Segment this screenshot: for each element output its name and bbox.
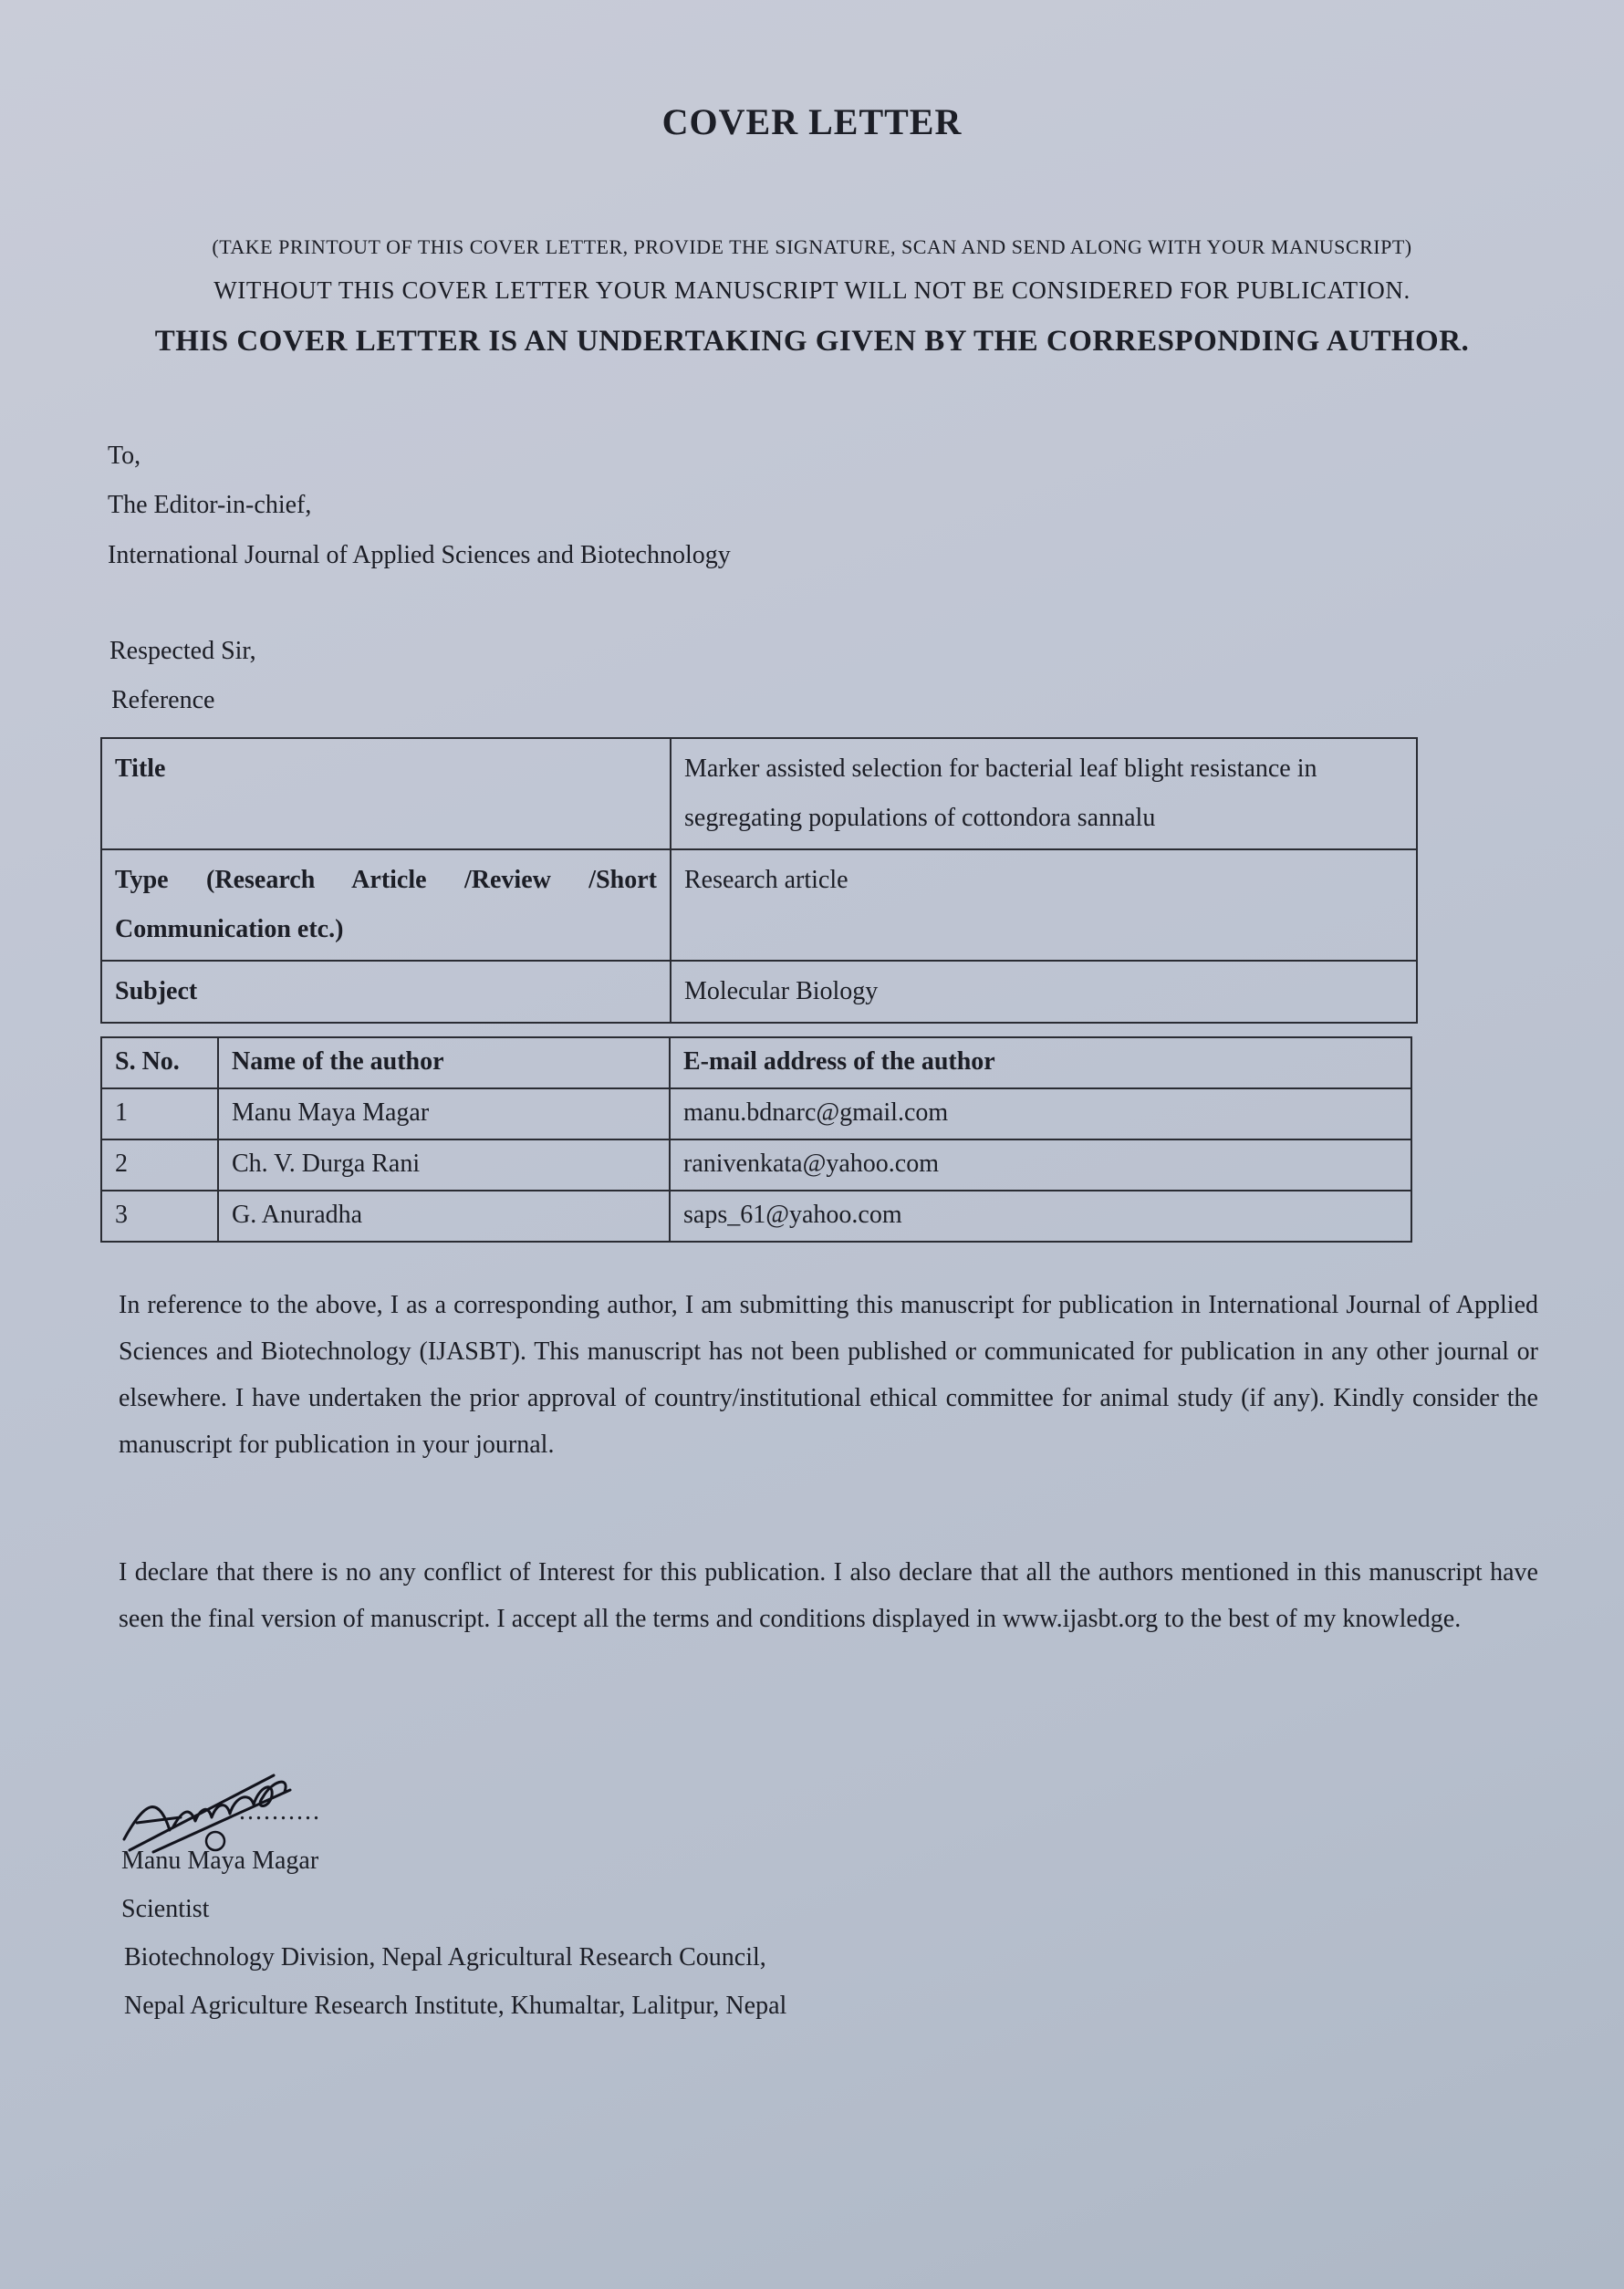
instruction-undertaking: THIS COVER LETTER IS AN UNDERTAKING GIVEN BY THE CORRESPONDING AUTHOR. — [154, 325, 1470, 358]
signatory-position: Scientist — [121, 1895, 210, 1923]
reference-row-type — [101, 849, 1417, 961]
signatory-name: Manu Maya Magar — [121, 1847, 319, 1875]
instruction-printout: (TAKE PRINTOUT OF THIS COVER LETTER, PROVIDE THE SIGNATURE, SCAN AND SEND ALONG WITH YOUR MANUSCRIPT) — [212, 235, 1412, 258]
address-to: To, — [108, 442, 141, 470]
paragraph-submission: In reference to the above, I as a corresponding author, I am submitting this manuscript for publication in International Journal of Applied Sciences and Biotechnology (IJASBT). This manuscript has not been published or communicated for publication in any other journal or elsewhere. I have undertaken the prior approval of country/institutional ethical committee for animal study (if any). Kindly consider the manuscript for publication in your journal. — [119, 1291, 1538, 1459]
signatory-institute: Nepal Agriculture Research Institute, Khumaltar, Lalitpur, Nepal — [124, 1992, 787, 2020]
column-header-name: Name of the author — [218, 1037, 670, 1088]
column-header-sno: S. No. — [101, 1037, 218, 1088]
column-header-email: E-mail address of the author — [670, 1037, 1411, 1088]
table-row — [101, 1139, 1411, 1191]
document-title: COVER LETTER — [661, 101, 963, 142]
address-editor: The Editor-in-chief, — [108, 491, 312, 519]
table-row — [101, 1088, 1411, 1139]
author-email: manu.bdnarc@gmail.com — [670, 1088, 1411, 1139]
reference-table — [100, 737, 1418, 1024]
author-sno: 1 — [101, 1088, 218, 1139]
signature-dots: .......... — [239, 1797, 321, 1826]
reference-value-title: Marker assisted selection for bacterial leaf blight resistance in segregating populations of cottondora sannalu — [671, 738, 1417, 849]
reference-value-type: Research article — [671, 849, 1417, 961]
signatory-division: Biotechnology Division, Nepal Agricultural Research Council, — [124, 1943, 766, 1972]
paragraph-declaration: I declare that there is no any conflict of Interest for this publication. I also declare that all the authors mentioned in this manuscript have seen the final version of manuscript. I accept all the terms and conditions displayed in www.ijasbt.org to the best of my knowledge. — [119, 1558, 1538, 1633]
authors-table — [100, 1036, 1412, 1243]
reference-row-title — [101, 738, 1417, 849]
authors-header-row — [101, 1037, 1411, 1088]
salutation: Respected Sir, — [109, 637, 256, 665]
reference-label: Reference — [111, 686, 215, 714]
author-email: ranivenkata@yahoo.com — [670, 1139, 1411, 1191]
reference-row-subject — [101, 961, 1417, 1023]
author-name: Ch. V. Durga Rani — [218, 1139, 670, 1191]
table-row — [101, 1191, 1411, 1242]
instruction-warning: WITHOUT THIS COVER LETTER YOUR MANUSCRIPT WILL NOT BE CONSIDERED FOR PUBLICATION. — [213, 276, 1411, 304]
author-sno: 3 — [101, 1191, 218, 1242]
author-sno: 2 — [101, 1139, 218, 1191]
reference-key-type: Type (Research Article /Review /Short Communication etc.) — [101, 849, 671, 961]
address-journal: International Journal of Applied Sciences and Biotechnology — [108, 541, 731, 569]
author-name: Manu Maya Magar — [218, 1088, 670, 1139]
reference-value-subject: Molecular Biology — [671, 961, 1417, 1023]
reference-key-title: Title — [101, 738, 671, 849]
reference-key-subject: Subject — [101, 961, 671, 1023]
author-email: saps_61@yahoo.com — [670, 1191, 1411, 1242]
author-name: G. Anuradha — [218, 1191, 670, 1242]
